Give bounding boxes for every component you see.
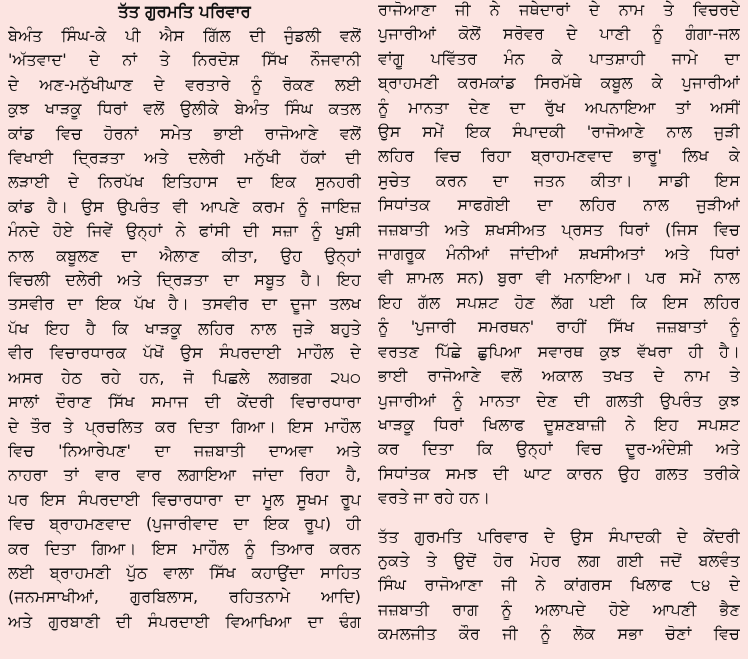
paragraph-gap xyxy=(378,511,740,525)
text-line: ਜਜ਼ਬਾਤੀ ਅਤੇ ਸ਼ਖਸੀਅਤ ਪ੍ਰਸਤ ਧਿਰਾਂ (ਜਿਸ ਵਿਚ xyxy=(378,219,740,239)
text-line: ਲਹਿਰ ਵਿਚ ਰਿਹਾ ਬ੍ਰਾਹਮਣਵਾਦ ਭਾਰੂ' ਲਿਖ ਕੇ xyxy=(378,146,740,166)
text-line: ਕਾਂਡ ਹੈ। ਉਸ ਉਪਰੰਤ ਵੀ ਆਪਣੇ ਕਰਮ ਨੂੰ ਜਾਇਜ਼ xyxy=(8,196,361,216)
text-line: ਪੁਜਾਰੀਆਂ ਨੂੰ ਮਾਨਤਾ ਦੇਣ ਦੀ ਗਲਤੀ ਉਪਰੰਤ ਕੁਝ xyxy=(378,390,740,410)
text-line: ਵਾਂਗੂ ਪਵਿੱਤਰ ਮੰਨ ਕੇ ਪਾਤਸ਼ਾਹੀ ਜਾਮੇ ਦਾ xyxy=(378,48,740,68)
text-line: ਸਿਧਾਂਤਕ ਸਮਝ ਦੀ ਘਾਟ ਕਾਰਨ ਉਹ ਗਲਤ ਤਰੀਕੇ xyxy=(378,463,740,483)
text-line: ਭਾਈ ਰਾਜੋਆਣੇ ਵਲੋਂ ਅਕਾਲ ਤਖਤ ਦੇ ਨਾਮ ਤੇ xyxy=(378,366,740,386)
text-line: ਵਿਚਲੀ ਦਲੇਰੀ ਅਤੇ ਦ੍ਰਿੜਤਾ ਦਾ ਸਬੂਤ ਹੈ। ਇਹ xyxy=(8,270,361,290)
text-line: ਜਾਗਰੂਕ ਮੰਨੀਆਂ ਜਾਂਦੀਆਂ ਸ਼ਖਸੀਅਤਾਂ ਅਤੇ ਧਿਰਾਂ xyxy=(378,244,740,264)
text-line: ਵਿਚ ਬ੍ਰਾਹਮਣਵਾਦ (ਪੁਜਾਰੀਵਾਦ ਦਾ ਇਕ ਰੂਪ) ਹੀ xyxy=(8,514,361,534)
text-line: ਪੁਜਾਰੀਆਂ ਕੋਲੋਂ ਸਰੋਵਰ ਦੇ ਪਾਣੀ ਨੂੰ ਗੰਗਾ-ਜਲ xyxy=(378,24,740,44)
text-line: ਮੰਨਦੇ ਹੋਏ ਜਿਵੇਂ ਉਨ੍ਹਾਂ ਨੇ ਫਾਂਸੀ ਦੀ ਸਜ਼ਾ ਨੂੰ ਖੁਸ਼ੀ xyxy=(8,221,361,241)
text-line: ਤੱਤ ਗੁਰਮਤਿ ਪਰਿਵਾਰ ਦੇ ਉਸ ਸੰਪਾਦਕੀ ਦੇ ਕੇਂਦਰੀ xyxy=(378,526,740,546)
text-line: ਨਾਹਰਾ ਤਾਂ ਵਾਰ ਵਾਰ ਲਗਾਇਆ ਜਾਂਦਾ ਰਿਹਾ ਹੈ, xyxy=(8,465,361,485)
text-line: ਤਸਵੀਰ ਦਾ ਇਕ ਪੱਖ ਹੈ। ਤਸਵੀਰ ਦਾ ਦੂਜਾ ਤਲਖ xyxy=(8,294,361,314)
text-line: ਪਰ ਇਸ ਸੰਪਰਦਾਈ ਵਿਚਾਰਧਾਰਾ ਦਾ ਮੂਲ ਸੂਖਮ ਰੂਪ xyxy=(8,489,361,509)
text-line: ਕਰ ਦਿਤਾ ਗਿਆ। ਇਸ ਮਾਹੌਲ ਨੂੰ ਤਿਆਰ ਕਰਨ xyxy=(8,538,361,558)
text-line: ਕਮਲਜੀਤ ਕੌਰ ਜੀ ਨੂੰ ਲੋਕ ਸਭਾ ਚੋਣਾਂ ਵਿਚ xyxy=(378,624,740,644)
text-line: ਨੁਕਤੇ ਤੇ ਉਦੋਂ ਹੋਰ ਮੋਹਰ ਲਗ ਗਈ ਜਦੋਂ ਬਲਵੰਤ xyxy=(378,550,740,570)
text-line: ਅਸਰ ਹੇਠ ਰਹੇ ਹਨ, ਜੋ ਪਿਛਲੇ ਲਗਭਗ ੨੫੦ xyxy=(8,367,361,387)
text-line: ਨਾਲ ਕਬੂਲਣ ਦਾ ਐਲਾਣ ਕੀਤਾ, ਉਹ ਉਨ੍ਹਾਂ xyxy=(8,245,361,265)
text-line: ਕਰ ਦਿਤਾ ਕਿ ਉਨ੍ਹਾਂ ਵਿਚ ਦੂਰ-ਅੰਦੇਸ਼ੀ ਅਤੇ xyxy=(378,439,740,459)
text-line: ਬੇਅੰਤ ਸਿੰਘ-ਕੇ ਪੀ ਐਸ ਗਿੱਲ ਦੀ ਜੁੰਡਲੀ ਵਲੋਂ xyxy=(8,26,361,45)
text-line: ਪੱਖ ਇਹ ਹੈ ਕਿ ਖਾੜਕੂ ਲਹਿਰ ਨਾਲ ਜੁੜੇ ਬਹੁਤੇ xyxy=(8,318,361,338)
text-line: ਇਹ ਗੱਲ ਸਪਸ਼ਟ ਹੋਣ ਲੱਗ ਪਈ ਕਿ ਇਸ ਲਹਿਰ xyxy=(378,292,740,312)
text-line: ਦੇ ਅਣ-ਮਨੁੱਖੀਘਾਣ ਦੇ ਵਰਤਾਰੇ ਨੂੰ ਰੋਕਣ ਲਈ xyxy=(8,74,361,94)
text-line: ਅਤੇ ਗੁਰਬਾਣੀ ਦੀ ਸੰਪਰਦਾਈ ਵਿਆਖਿਆ ਦਾ ਢੰਗ xyxy=(8,611,361,631)
text-line: ਵੀ ਸ਼ਾਮਲ ਸਨ) ਬੁਰਾ ਵੀ ਮਨਾਇਆ। ਪਰ ਸਮੇਂ ਨਾਲ xyxy=(378,268,740,288)
article-title: ਤੱਤ ਗੁਰਮਤਿ ਪਰਿਵਾਰ xyxy=(118,2,251,21)
text-line: 'ਅੱਤਵਾਦ' ਦੇ ਨਾਂ ਤੇ ਨਿਰਦੋਸ਼ ਸਿੱਖ ਨੌਜਵਾਨੀ xyxy=(8,50,361,70)
text-line: ਖਾੜਕੂ ਧਿਰਾਂ ਖਿਲਾਫ ਦੂਸ਼ਣਬਾਜ਼ੀ ਨੇ ਇਹ ਸਪਸ਼ਟ xyxy=(378,414,740,434)
text-line: ਵਰਤਣ ਪਿੱਛੇ ਛੁਪਿਆ ਸਵਾਰਥ ਕੁਝ ਵੱਖਰਾ ਹੀ ਹੈ। xyxy=(378,341,740,361)
text-line: ਲੜਾਈ ਦੇ ਨਿਰਪੱਖ ਇਤਿਹਾਸ ਦਾ ਇਕ ਸੁਨਹਰੀ xyxy=(8,172,361,192)
text-line: ਬ੍ਰਾਹਮਣੀ ਕਰਮਕਾਂਡ ਸਿਰਮੱਥੇ ਕਬੂਲ ਕੇ ਪੁਜਾਰੀਆਂ xyxy=(378,73,740,93)
text-line: ਕੁਝ ਖਾੜਕੂ ਧਿਰਾਂ ਵਲੋਂ ਉਲੀਕੇ ਬੇਅੰਤ ਸਿੰਘ ਕਤਲ xyxy=(8,99,361,119)
text-line: ਸੁਚੇਤ ਕਰਨ ਦਾ ਜਤਨ ਕੀਤਾ। ਸਾਡੀ ਇਸ xyxy=(378,170,740,190)
text-line: ਵਰਤੇ ਜਾ ਰਹੇ ਹਨ। xyxy=(378,488,491,508)
text-line: ਸਿਧਾਂਤਕ ਸਾਫਗੋਈ ਦਾ ਲਹਿਰ ਨਾਲ ਜੁੜੀਆਂ xyxy=(378,195,740,215)
text-line: ਵਿਖਾਈ ਦ੍ਰਿੜਤਾ ਅਤੇ ਦਲੇਰੀ ਮਨੁੱਖੀ ਹੱਕਾਂ ਦੀ xyxy=(8,148,361,168)
text-line: ਲਈ ਬ੍ਰਾਹਮਣੀ ਪੁੱਠ ਵਾਲਾ ਸਿੱਖ ਕਹਾਉਂਦਾ ਸਾਹਿਤ xyxy=(8,562,361,582)
right-column xyxy=(363,0,748,659)
text-line: ਵੀਰ ਵਿਚਾਰਧਾਰਕ ਪੱਖੋਂ ਉਸ ਸੰਪਰਦਾਈ ਮਾਹੌਲ ਦੇ xyxy=(8,343,361,363)
left-column xyxy=(0,0,363,659)
text-line: ਵਿਚ 'ਨਿਆਰੇਪਣ' ਦਾ ਜਜ਼ਬਾਤੀ ਦਾਅਵਾ ਅਤੇ xyxy=(8,440,361,460)
text-line: ਦੇ ਤੌਰ ਤੇ ਪ੍ਰਚਲਿਤ ਕਰ ਦਿਤਾ ਗਿਆ। ਇਸ ਮਾਹੌਲ xyxy=(8,416,361,436)
text-line: ਸਿੰਘ ਰਾਜੋਆਣਾ ਜੀ ਨੇ ਕਾਂਗਰਸ ਖਿਲਾਫ ੮੪ ਦੇ xyxy=(378,575,740,595)
text-line: (ਜਨਮਸਾਖੀਆਂ, ਗੁਰਬਿਲਾਸ, ਰਹਿਤਨਾਮੇ ਆਦਿ) xyxy=(8,587,361,607)
text-line: ਨੂੰ 'ਪੁਜਾਰੀ ਸਮਰਥਨ' ਰਾਹੀਂ ਸਿੱਖ ਜਜ਼ਬਾਤਾਂ ਨੂੰ xyxy=(378,317,740,337)
text-line: ਕਾਂਡ ਵਿਚ ਹੋਰਨਾਂ ਸਮੇਤ ਭਾਈ ਰਾਜੋਆਣੇ ਵਲੋਂ xyxy=(8,123,361,143)
text-line: ਸਾਲਾਂ ਦੌਰਾਣ ਸਿੱਖ ਸਮਾਜ ਦੀ ਕੇਂਦਰੀ ਵਿਚਾਰਧਾਰਾ xyxy=(8,392,361,412)
text-line: ਜਜ਼ਬਾਤੀ ਰਾਗ ਨੂੰ ਅਲਾਪਦੇ ਹੋਏ ਆਪਣੀ ਭੈਣ xyxy=(378,599,740,619)
text-line: ਨੂੰ ਮਾਨਤਾ ਦੇਣ ਦਾ ਰੁੱਖ ਅਪਨਾਇਆ ਤਾਂ ਅਸੀਂ xyxy=(378,97,740,117)
text-line: ਰਾਜੋਆਣਾ ਜੀ ਨੇ ਜਥੇਦਾਰਾਂ ਦੇ ਨਾਮ ਤੇ ਵਿਚਰਦੇ xyxy=(378,0,740,19)
text-line: ਉਸ ਸਮੇਂ ਇਕ ਸੰਪਾਦਕੀ 'ਰਾਜੋਆਣੇ ਨਾਲ ਜੁੜੀ xyxy=(378,122,740,142)
